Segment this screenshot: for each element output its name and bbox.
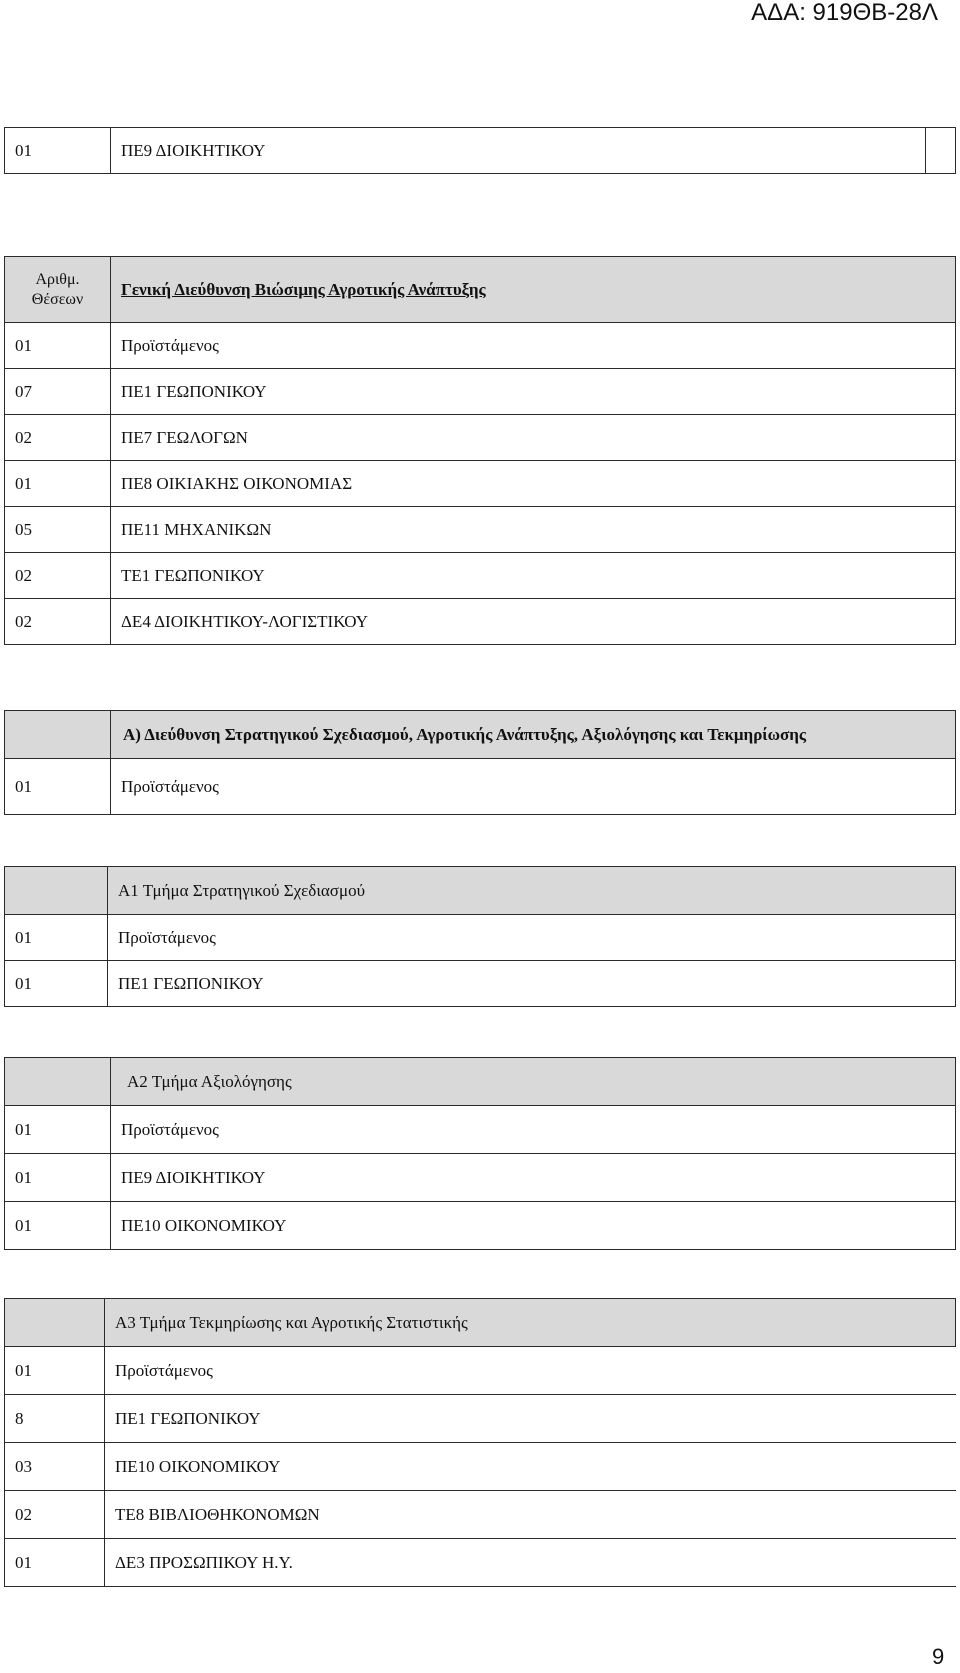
table-row	[5, 128, 956, 174]
table-row	[5, 915, 956, 961]
position-label: ΠΕ8 ΟΙΚΙΑΚΗΣ ΟΙΚΟΝΟΜΙΑΣ	[111, 461, 956, 507]
position-label: ΠΕ1 ΓΕΩΠΟΝΙΚΟΥ	[108, 961, 956, 1007]
table-row	[5, 1539, 956, 1587]
position-label: ΠΕ11 ΜΗΧΑΝΙΚΩΝ	[111, 507, 956, 553]
table-row	[5, 461, 956, 507]
table-header-row	[5, 257, 956, 323]
general-directorate-title: Γενική Διεύθυνση Βιώσιμης Αγροτικής Ανάπτυξης	[111, 257, 956, 323]
header-empty-cell	[5, 711, 111, 759]
position-label: Προϊστάμενος	[105, 1347, 956, 1395]
position-label: ΤΕ1 ΓΕΩΠΟΝΙΚΟΥ	[111, 553, 956, 599]
position-count: 07	[5, 369, 111, 415]
table-row	[5, 1395, 956, 1443]
table-row	[5, 1347, 956, 1395]
position-count: 01	[5, 961, 108, 1007]
page-number: 9	[932, 1644, 945, 1669]
department-a1-table	[4, 866, 956, 1007]
positions-count-header: Αριθμ. Θέσεων	[5, 257, 111, 323]
header-empty-cell	[5, 1299, 105, 1347]
table-header-row	[5, 711, 956, 759]
table-row	[5, 961, 956, 1007]
directorate-a-title: Α) Διεύθυνση Στρατηγικού Σχεδιασμού, Αγροτικής Ανάπτυξης, Αξιολόγησης και Τεκμηρίωσης	[111, 711, 956, 759]
position-count: 03	[5, 1443, 105, 1491]
position-count: 01	[5, 1106, 111, 1154]
department-a2-table	[4, 1057, 956, 1250]
table-row	[5, 415, 956, 461]
table-row	[5, 323, 956, 369]
position-label: ΠΕ1 ΓΕΩΠΟΝΙΚΟΥ	[111, 369, 956, 415]
position-label: ΠΕ10 ΟΙΚΟΝΟΜΙΚΟΥ	[111, 1202, 956, 1250]
department-a3-table	[4, 1298, 956, 1587]
position-count: 8	[5, 1395, 105, 1443]
position-label: ΤΕ8 ΒΙΒΛΙΟΘΗΚΟΝΟΜΩΝ	[105, 1491, 956, 1539]
position-count: 01	[5, 1347, 105, 1395]
department-a1-title: Α1 Τμήμα Στρατηγικού Σχεδιασμού	[108, 867, 956, 915]
position-count: 05	[5, 507, 111, 553]
position-label: Προϊστάμενος	[111, 323, 956, 369]
table-row	[5, 1106, 956, 1154]
general-directorate-table	[4, 256, 956, 645]
position-count: 01	[5, 915, 108, 961]
position-count: 02	[5, 415, 111, 461]
position-label: Προϊστάμενος	[108, 915, 956, 961]
table-row	[5, 1154, 956, 1202]
position-count: 01	[5, 461, 111, 507]
position-label: ΔΕ4 ΔΙΟΙΚΗΤΙΚΟΥ-ΛΟΓΙΣΤΙΚΟΥ	[111, 599, 956, 645]
position-label: ΠΕ9 ΔΙΟΙΚΗΤΙΚΟΥ	[111, 1154, 956, 1202]
table-row	[5, 1202, 956, 1250]
position-count: 02	[5, 599, 111, 645]
department-a2-title: Α2 Τμήμα Αξιολόγησης	[111, 1058, 956, 1106]
position-label: ΠΕ9 ΔΙΟΙΚΗΤΙΚΟΥ	[111, 128, 926, 174]
table-row	[5, 599, 956, 645]
position-label: ΠΕ7 ΓΕΩΛΟΓΩΝ	[111, 415, 956, 461]
department-a3-title: Α3 Τμήμα Τεκμηρίωσης και Αγροτικής Στατιστικής	[105, 1299, 956, 1347]
position-label: Προϊστάμενος	[111, 759, 956, 815]
position-count: 01	[5, 128, 111, 174]
table-row	[5, 507, 956, 553]
position-label: ΠΕ1 ΓΕΩΠΟΝΙΚΟΥ	[105, 1395, 956, 1443]
position-count: 01	[5, 1154, 111, 1202]
table-row	[5, 1443, 956, 1491]
table-header-row	[5, 1299, 956, 1347]
position-label: ΠΕ10 ΟΙΚΟΝΟΜΙΚΟΥ	[105, 1443, 956, 1491]
table-row	[5, 1491, 956, 1539]
position-label: ΔΕ3 ΠΡΟΣΩΠΙΚΟΥ Η.Υ.	[105, 1539, 956, 1587]
position-count: 01	[5, 1539, 105, 1587]
ada-code: ΑΔΑ: 919ΘΒ-28Λ	[751, 0, 938, 26]
position-count: 02	[5, 553, 111, 599]
table-header-row	[5, 1058, 956, 1106]
position-count: 01	[5, 323, 111, 369]
table-row	[5, 759, 956, 815]
table-header-row	[5, 867, 956, 915]
table-row	[5, 369, 956, 415]
position-label: Προϊστάμενος	[111, 1106, 956, 1154]
positions-table-top	[4, 127, 956, 174]
directorate-a-table	[4, 710, 956, 815]
header-empty-cell	[5, 1058, 111, 1106]
header-empty-cell	[5, 867, 108, 915]
empty-cell	[926, 128, 956, 174]
position-count: 01	[5, 759, 111, 815]
table-row	[5, 553, 956, 599]
position-count: 01	[5, 1202, 111, 1250]
position-count: 02	[5, 1491, 105, 1539]
